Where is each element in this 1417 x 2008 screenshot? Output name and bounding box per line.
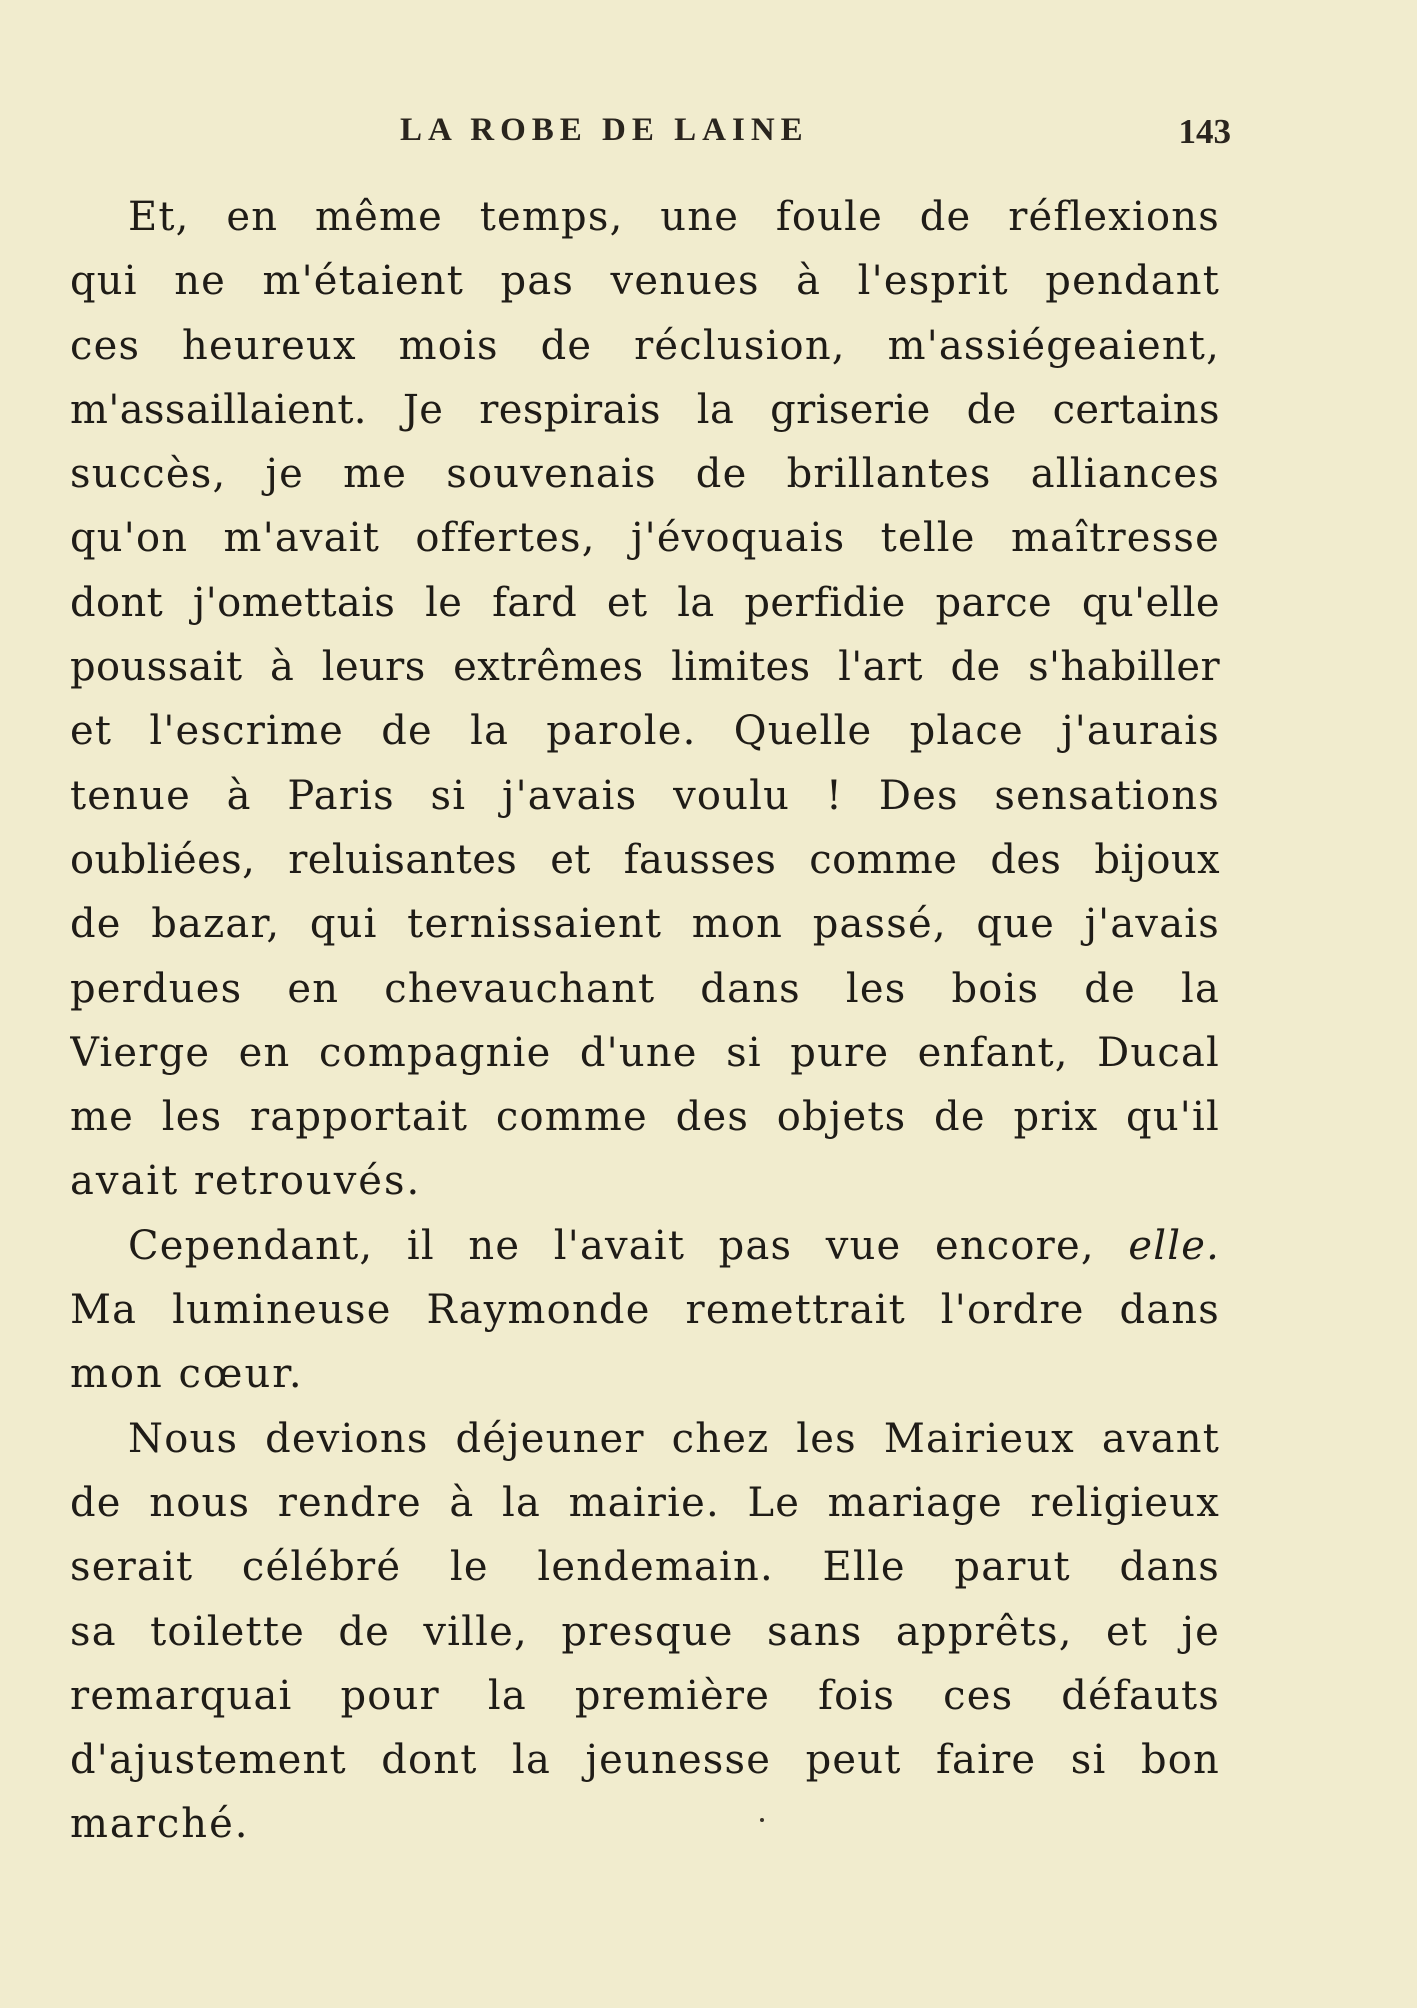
text-line: poussait à leurs extrêmes limites l'art de s'habiller (70, 644, 1220, 691)
text-line: sa toilette de ville, presque sans apprêts, et je (70, 1608, 1220, 1655)
text-line: qui ne m'étaient pas venues à l'esprit pendant (70, 258, 1220, 305)
text-line: dont j'omettais le fard et la perfidie parce qu'elle (70, 579, 1220, 626)
emphasis-word: elle. (1128, 1222, 1220, 1269)
text-line: perdues en chevauchant dans les bois de la (70, 965, 1220, 1012)
text-line: Nous devions déjeuner chez les Mairieux avant (128, 1415, 1220, 1462)
text-line: remarquai pour la première fois ces défauts (70, 1672, 1220, 1719)
running-title: LA ROBE DE LAINE (400, 112, 809, 148)
text-line: succès, je me souvenais de brillantes alliances (70, 451, 1220, 498)
text-line: de bazar, qui ternissaient mon passé, que j'avais (70, 901, 1220, 948)
text-line: de nous rendre à la mairie. Le mariage religieux (70, 1479, 1220, 1526)
text-line: ces heureux mois de réclusion, m'assiégeaient, (70, 322, 1220, 369)
page-number: 143 (1178, 112, 1231, 151)
text-line: tenue à Paris si j'avais voulu ! Des sensations (70, 772, 1220, 819)
body-text (70, 185, 1220, 1857)
text-line: mon cœur. (70, 1351, 304, 1398)
text-line: Cependant, il ne l'avait pas vue encore, elle. (128, 1222, 1220, 1269)
ink-speck (760, 1818, 764, 1822)
text-line: Ma lumineuse Raymonde remettrait l'ordre dans (70, 1287, 1220, 1334)
text-line: d'ajustement dont la jeunesse peut faire si bon (70, 1737, 1220, 1784)
text-line: me les rapportait comme des objets de prix qu'il (70, 1094, 1220, 1141)
text-line: serait célébré le lendemain. Elle parut dans (70, 1544, 1220, 1591)
text-line: Et, en même temps, une foule de réflexions (128, 194, 1220, 240)
text-line: oubliées, reluisantes et fausses comme des bijoux (70, 836, 1220, 883)
text-line: qu'on m'avait offertes, j'évoquais telle maîtresse (70, 515, 1220, 562)
text-line: avait retrouvés. (70, 1158, 422, 1205)
text-line: m'assaillaient. Je respirais la griserie de certains (70, 386, 1220, 433)
text-line: marché. (70, 1801, 250, 1848)
text-line: Vierge en compagnie d'une si pure enfant, Ducal (70, 1029, 1220, 1076)
running-head (400, 112, 1231, 162)
text-line: et l'escrime de la parole. Quelle place j'aurais (70, 708, 1220, 755)
